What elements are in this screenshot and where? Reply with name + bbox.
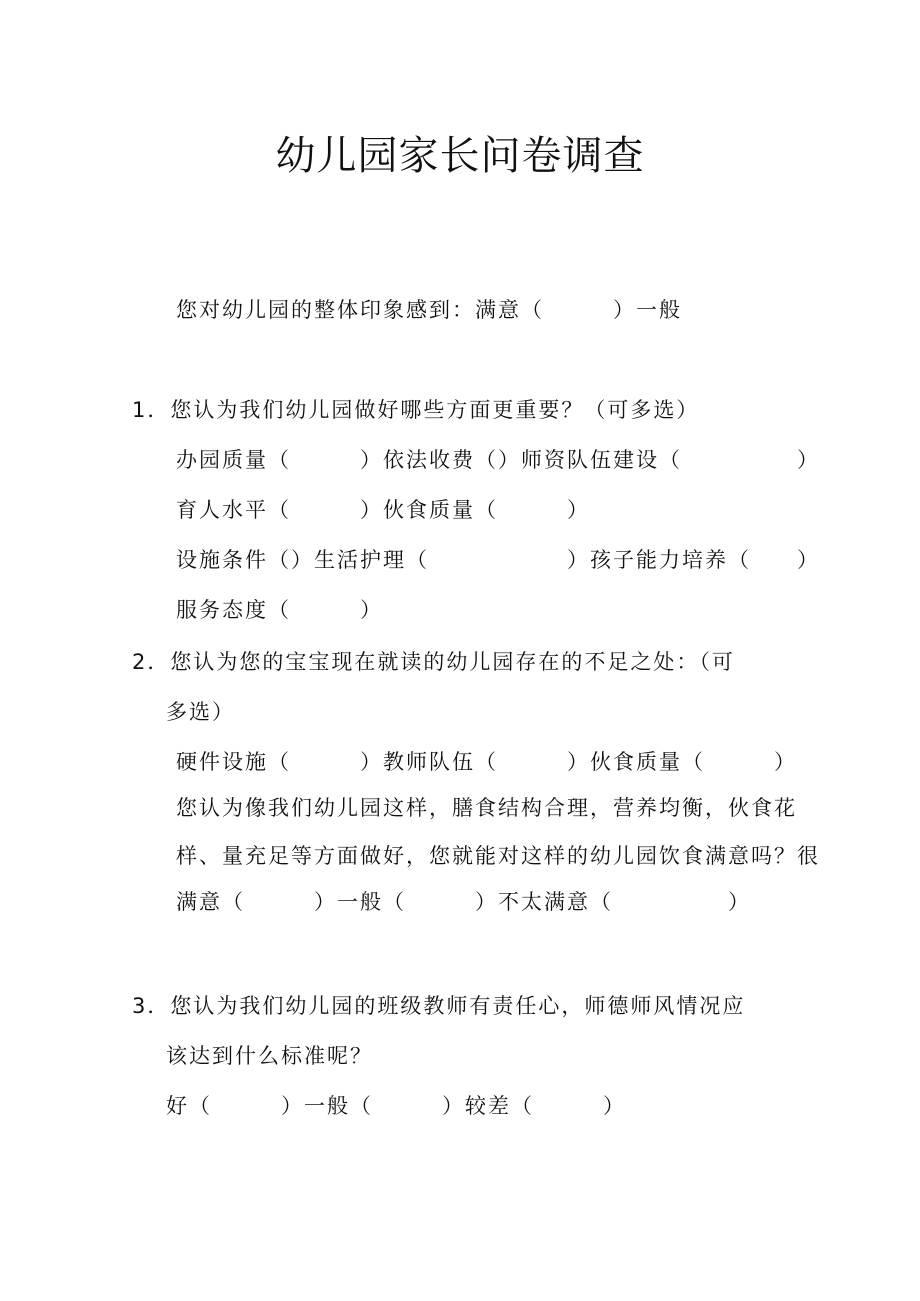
- q2-options-line-1: 硬件设施（ ）教师队伍（ ）伙食质量（ ）: [176, 750, 797, 774]
- q2-paragraph-line-3: 满意（ ）一般（ ）不太满意（ ）: [176, 890, 751, 914]
- q1-options-line-1: 办园质量（ ）依法收费（）师资队伍建设（ ）: [176, 448, 820, 472]
- q3-stem-line-2: 该达到什么标准呢？: [166, 1044, 373, 1068]
- q1-options-line-2: 育人水平（ ）伙食质量（ ）: [176, 498, 590, 522]
- survey-title: 幼儿园家长问卷调查: [275, 133, 645, 179]
- q3-options-line: 好（ ）一般（ ）较差（ ）: [166, 1094, 626, 1118]
- q1-stem: 1．您认为我们幼儿园做好哪些方面更重要？（可多选）: [132, 398, 700, 422]
- q2-stem-line-2: 多选）: [166, 700, 235, 724]
- q2-stem-line-1: 2．您认为您的宝宝现在就读的幼儿园存在的不足之处：（可: [132, 650, 735, 674]
- q1-options-line-3: 设施条件（）生活护理（ ）孩子能力培养（ ）: [176, 548, 820, 572]
- intro-line: 您对幼儿园的整体印象感到：满意（ ）一般: [176, 298, 682, 322]
- q3-stem-line-1: 3．您认为我们幼儿园的班级教师有责任心，师德师风情况应: [132, 994, 746, 1018]
- q1-options-line-4: 服务态度（ ）: [176, 598, 383, 622]
- q2-paragraph-line-1: 您认为像我们幼儿园这样，膳食结构合理，营养均衡，伙食花: [176, 796, 797, 820]
- q2-paragraph-line-2: 样、量充足等方面做好，您就能对这样的幼儿园饮食满意吗？很: [176, 844, 820, 868]
